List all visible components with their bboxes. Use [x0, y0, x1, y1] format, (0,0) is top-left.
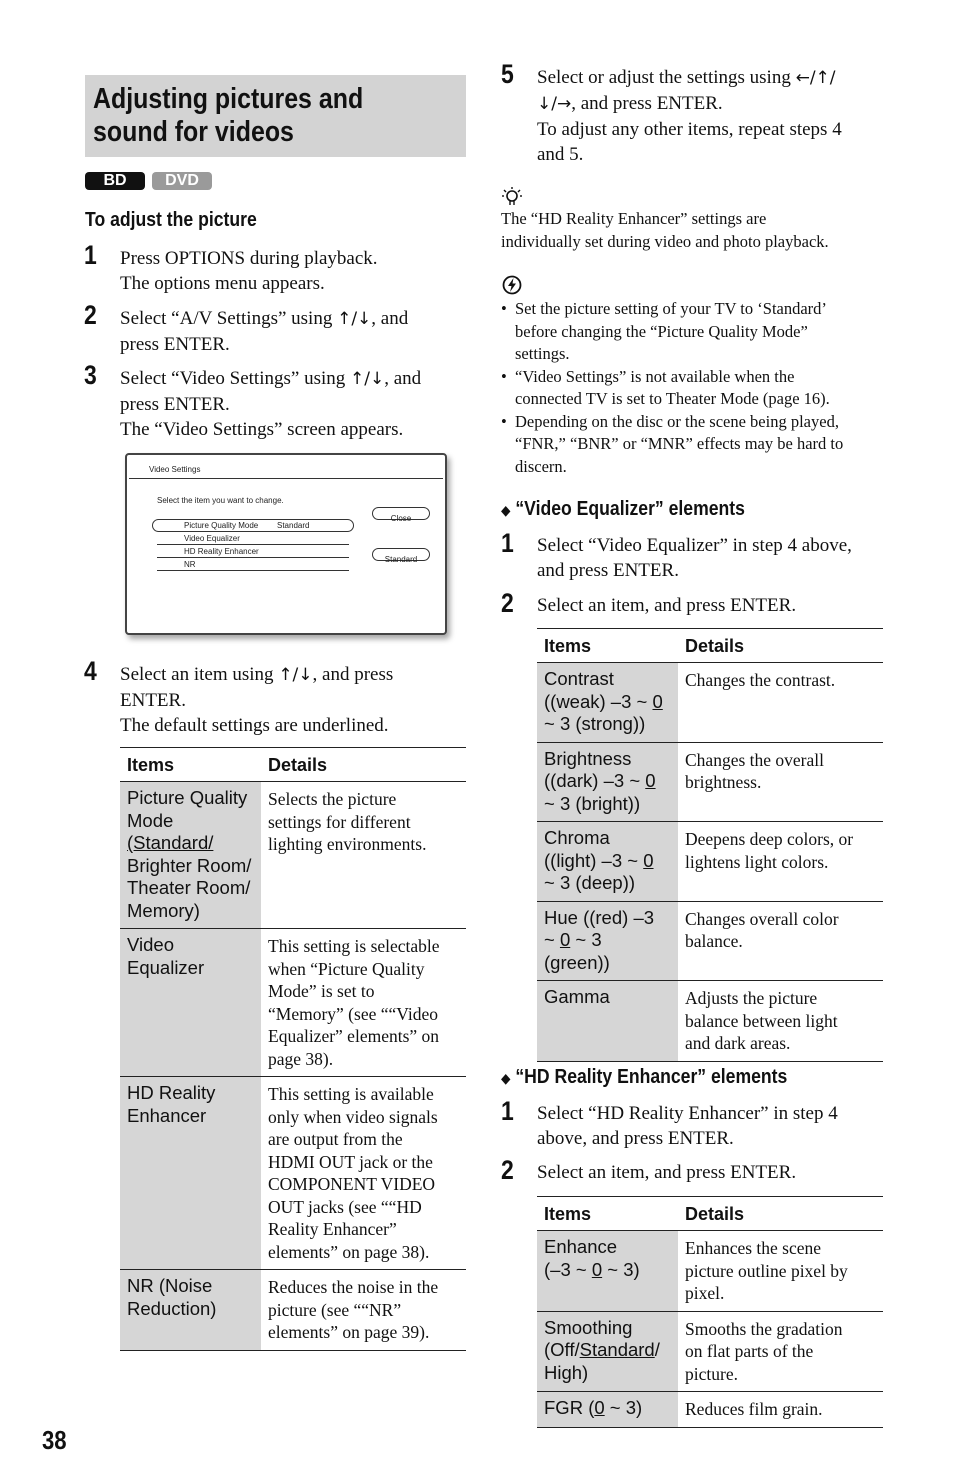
step-line: above, and press ENTER.	[537, 1128, 734, 1149]
video-equalizer-table	[537, 628, 883, 1062]
default-value: 0	[652, 690, 663, 712]
screen-divider	[129, 478, 443, 479]
cell-text: ~ 3)	[602, 1258, 640, 1280]
table-row	[537, 901, 883, 981]
step-line: The “Video Settings” screen appears.	[120, 419, 404, 440]
note-line: “FNR,” “BNR” or “MNR” effects may be hard to	[515, 434, 844, 453]
cell-line: picture outline pixel by	[685, 1260, 848, 1281]
item-cell	[120, 929, 261, 1077]
cell-line: Enhances the scene	[685, 1238, 822, 1258]
bullet: •	[501, 299, 507, 318]
cell-line	[544, 770, 673, 793]
note-line: Depending on the disc or the scene being played,	[515, 411, 839, 431]
note-line: settings.	[515, 344, 570, 363]
screen-item[interactable]: HD Reality Enhancer	[184, 547, 259, 556]
step-text: Select an item using	[120, 664, 279, 685]
column-header: Details	[678, 629, 883, 663]
item-cell	[537, 901, 678, 981]
notes-list	[500, 298, 885, 478]
cell-line: Brighter Room/	[127, 854, 252, 876]
step-number: 1	[501, 528, 514, 558]
hd-reality-table	[537, 1196, 883, 1428]
step-line: and press ENTER.	[537, 560, 679, 581]
up-down-arrow-icon: ↑/↓	[350, 369, 385, 389]
cell-line: Smooths the gradation	[685, 1318, 843, 1339]
note-line: connected TV is set to Theater Mode (page 16).	[515, 389, 830, 408]
close-button[interactable]	[372, 507, 430, 523]
column-header: Details	[678, 1197, 883, 1231]
detail-cell	[261, 929, 466, 1077]
cell-line: Adjusts the picture	[685, 988, 818, 1008]
default-value: 0	[591, 1258, 603, 1280]
note-line: discern.	[515, 456, 567, 476]
cell-line: Mode” is set to	[268, 981, 375, 1001]
lightbulb-icon	[501, 186, 523, 208]
cell-line: balance.	[685, 931, 743, 951]
item-cell	[537, 1311, 678, 1392]
cell-line: High)	[544, 1361, 589, 1383]
cell-line: Contrast	[544, 668, 614, 689]
cell-text: ((weak) –3 ~	[544, 690, 653, 712]
cell-line: Deepens deep colors, or	[685, 829, 854, 849]
cell-line	[544, 929, 673, 952]
step-line: Select “Video Equalizer” in step 4 above,	[537, 535, 852, 556]
cell-line: Enhancer	[127, 1104, 207, 1126]
cell-line: HDMI OUT jack or the	[268, 1151, 433, 1172]
column-header: Details	[261, 748, 466, 782]
column-header: Items	[120, 748, 261, 782]
step-4-text	[120, 662, 465, 738]
cell-line: (Standard/	[127, 832, 214, 853]
video-settings-screen	[125, 453, 447, 635]
hd-step-2-text	[537, 1160, 887, 1185]
cell-line: OUT jacks (see ““HD	[268, 1196, 422, 1217]
cell-line: NR (Noise	[127, 1275, 213, 1296]
video-settings-table	[120, 747, 466, 1351]
note-line: “Video Settings” is not available when the	[515, 366, 795, 386]
cell-line: lighting environments.	[268, 834, 427, 854]
cell-line: Brightness	[544, 747, 632, 769]
cell-line: only when video signals	[268, 1106, 438, 1127]
step-number: 3	[84, 360, 97, 390]
cell-text: /	[654, 1339, 660, 1360]
item-cell	[537, 822, 678, 902]
cell-text: (Off/	[544, 1339, 580, 1360]
cell-line: Mode	[127, 809, 174, 831]
cell-line: This setting is selectable	[268, 936, 440, 956]
step-number: 2	[501, 588, 514, 618]
cell-line: Video	[127, 934, 174, 955]
diamond-icon: ◆	[501, 1070, 511, 1086]
step-line: To adjust any other items, repeat steps 4	[537, 119, 842, 140]
close-button-label: Close	[390, 514, 412, 523]
video-equalizer-heading	[501, 498, 745, 521]
cell-line: Theater Room/	[127, 877, 251, 898]
step-number: 1	[501, 1096, 514, 1126]
detail-cell	[678, 1311, 883, 1392]
cell-line: Smoothing	[544, 1316, 633, 1338]
default-value: Standard	[579, 1339, 655, 1360]
note-line: before changing the “Picture Quality Mode”	[515, 321, 808, 341]
step-text: Select or adjust the settings using	[537, 67, 796, 88]
item-cell	[120, 782, 261, 929]
cell-text: ~ 3)	[604, 1397, 643, 1418]
table-row	[120, 929, 466, 1077]
cell-line: balance between light	[685, 1010, 838, 1031]
cell-text: ~	[544, 929, 560, 950]
table-row	[537, 742, 883, 822]
table-row	[537, 1231, 883, 1312]
cell-line: settings for different	[268, 811, 411, 832]
note-line: Set the picture setting of your TV to ‘Standard’	[515, 299, 827, 318]
detail-cell	[261, 1077, 466, 1270]
item-divider	[157, 544, 349, 545]
section-title-box	[85, 75, 466, 157]
detail-cell	[678, 663, 883, 743]
cell-line: ~ 3 (deep))	[544, 872, 636, 893]
detail-cell	[678, 981, 883, 1062]
ve-step-1-text	[537, 533, 887, 583]
table-header-row	[120, 748, 466, 782]
step-line	[120, 306, 465, 332]
default-value: 0	[643, 849, 654, 871]
default-value: 0	[645, 770, 656, 791]
step-line	[537, 65, 887, 91]
cell-line: elements” on page 39).	[268, 1322, 430, 1342]
step-number: 4	[84, 656, 97, 686]
detail-cell	[678, 901, 883, 981]
cell-text: ((light) –3 ~	[544, 849, 644, 871]
cell-line: Hue ((red) –3	[544, 906, 655, 928]
cell-text: (–3 ~	[544, 1258, 592, 1280]
column-header: Items	[537, 629, 678, 663]
standard-button-label: Standard	[384, 555, 418, 564]
note-icon	[502, 275, 522, 295]
bd-badge: BD	[85, 172, 145, 190]
cell-line: Reduces film grain.	[685, 1399, 823, 1419]
adjust-picture-heading: To adjust the picture	[85, 209, 257, 231]
cell-line: (green))	[544, 951, 610, 973]
standard-button[interactable]	[372, 548, 430, 564]
up-down-arrow-icon: ↑/↓	[278, 665, 313, 685]
detail-cell	[678, 1231, 883, 1312]
cell-line	[544, 691, 673, 714]
down-right-arrow-icon: ↓/→	[537, 94, 572, 114]
left-up-arrow-icon: ←/↑/	[795, 68, 836, 88]
step-line: and 5.	[537, 144, 584, 165]
page-number: 38	[42, 1425, 67, 1455]
heading-text: “HD Reality Enhancer” elements	[515, 1066, 788, 1088]
detail-cell	[678, 822, 883, 902]
step-line	[120, 662, 465, 688]
page-title: Adjusting pictures and sound for videos	[93, 83, 364, 148]
bullet: •	[501, 411, 507, 431]
step-text: , and	[384, 368, 422, 389]
step-5-text	[537, 65, 887, 167]
cell-text: FGR (	[544, 1397, 595, 1418]
cell-line: Reality Enhancer”	[268, 1219, 397, 1239]
item-cell	[120, 1270, 261, 1351]
cell-line: HD Reality	[127, 1082, 216, 1103]
note-item	[500, 298, 885, 366]
detail-cell	[261, 782, 466, 929]
diamond-icon: ◆	[501, 502, 511, 518]
cell-line: COMPONENT VIDEO	[268, 1174, 436, 1194]
cell-text: ((dark) –3 ~	[544, 770, 646, 791]
cell-line: Equalizer	[127, 956, 205, 978]
cell-line: ~ 3 (bright))	[544, 792, 641, 814]
cell-line: “Memory” (see ““Video	[268, 1003, 438, 1024]
cell-line: Equalizer” elements” on	[268, 1026, 440, 1046]
cell-line: page 38).	[268, 1048, 334, 1069]
detail-cell	[678, 1392, 883, 1428]
bullet: •	[501, 366, 507, 386]
step-line: Press OPTIONS during playback.	[120, 248, 378, 269]
screen-title: Video Settings	[149, 465, 201, 474]
column-header: Items	[537, 1197, 678, 1231]
cell-line: Reduction)	[127, 1297, 217, 1319]
cell-line: Changes the contrast.	[685, 670, 836, 690]
step-line: Select “HD Reality Enhancer” in step 4	[537, 1103, 838, 1124]
hd-step-1-text	[537, 1101, 887, 1151]
detail-cell	[678, 742, 883, 822]
cell-line: picture.	[685, 1363, 738, 1384]
cell-line: when “Picture Quality	[268, 958, 425, 979]
cell-line: Picture Quality	[127, 787, 248, 808]
screen-item[interactable]: Picture Quality Mode	[184, 521, 259, 530]
cell-line	[544, 850, 673, 873]
table-row	[537, 663, 883, 743]
step-line	[537, 91, 887, 117]
screen-item[interactable]: NR	[184, 560, 196, 569]
cell-line: are output from the	[268, 1129, 403, 1149]
cell-line: and dark areas.	[685, 1033, 791, 1053]
cell-line: brightness.	[685, 772, 762, 792]
cell-line: Chroma	[544, 827, 610, 848]
note-item	[500, 366, 885, 411]
up-down-arrow-icon: ↑/↓	[337, 309, 372, 329]
default-value: 0	[559, 929, 571, 950]
step-3-text	[120, 366, 465, 442]
cell-line: Selects the picture	[268, 789, 397, 809]
step-line: Select an item, and press ENTER.	[537, 595, 797, 616]
hint-line: individually set during video and photo playback.	[501, 231, 829, 251]
step-number: 2	[84, 300, 97, 330]
table-row	[537, 981, 883, 1062]
hint-text	[501, 208, 891, 253]
cell-line: lightens light colors.	[685, 851, 829, 872]
step-line: Select an item, and press ENTER.	[537, 1162, 797, 1183]
cell-line: Gamma	[544, 986, 610, 1007]
table-row	[120, 782, 466, 929]
step-line: The options menu appears.	[120, 273, 325, 294]
cell-line: Changes overall color	[685, 908, 839, 929]
dvd-badge: DVD	[152, 172, 212, 190]
step-line: ENTER.	[120, 690, 186, 711]
table-row	[120, 1270, 466, 1351]
ve-step-2-text	[537, 593, 887, 618]
step-line: press ENTER.	[120, 334, 230, 355]
cell-line: Memory)	[127, 899, 200, 921]
step-line: The default settings are underlined.	[120, 715, 389, 736]
cell-line	[544, 1339, 673, 1362]
cell-line	[544, 1397, 673, 1420]
table-header-row	[537, 1197, 883, 1231]
screen-item-value: Standard	[277, 521, 310, 530]
step-text: Select “Video Settings” using	[120, 368, 350, 389]
hint-line: The “HD Reality Enhancer” settings are	[501, 209, 767, 228]
step-number: 1	[84, 240, 97, 270]
detail-cell	[261, 1270, 466, 1351]
default-value: 0	[594, 1397, 605, 1418]
cell-line: picture (see ““NR”	[268, 1299, 402, 1320]
step-number: 2	[501, 1155, 514, 1185]
item-divider	[157, 557, 349, 558]
item-cell	[537, 663, 678, 743]
cell-line: pixel.	[685, 1283, 725, 1303]
item-cell	[537, 1392, 678, 1428]
hd-reality-heading	[501, 1066, 787, 1089]
screen-item[interactable]: Video Equalizer	[184, 534, 240, 543]
cell-line: Changes the overall	[685, 749, 824, 770]
cell-line: ~ 3 (strong))	[544, 713, 646, 734]
step-line: press ENTER.	[120, 394, 230, 415]
note-item	[500, 411, 885, 479]
table-row	[537, 1392, 883, 1428]
step-text: , and	[371, 308, 409, 329]
step-number: 5	[501, 59, 514, 89]
cell-line: This setting is available	[268, 1084, 434, 1104]
step-line	[120, 366, 465, 392]
table-row	[537, 822, 883, 902]
item-divider	[157, 570, 349, 571]
cell-line: on flat parts of the	[685, 1341, 814, 1361]
step-2-text	[120, 306, 465, 357]
cell-line: elements” on page 38).	[268, 1241, 430, 1262]
table-row	[537, 1311, 883, 1392]
step-text: Select “A/V Settings” using	[120, 308, 338, 329]
table-row	[120, 1077, 466, 1270]
cell-line: Enhance	[544, 1236, 618, 1257]
cell-line: Reduces the noise in the	[268, 1277, 439, 1297]
step-text: , and press	[312, 664, 394, 685]
item-cell	[537, 742, 678, 822]
item-cell	[537, 1231, 678, 1312]
table-header-row	[537, 629, 883, 663]
screen-prompt: Select the item you want to change.	[157, 496, 284, 505]
step-1-text	[120, 246, 465, 296]
cell-line	[544, 1259, 673, 1282]
heading-text: “Video Equalizer” elements	[515, 498, 745, 520]
step-text: , and press ENTER.	[571, 93, 723, 114]
cell-text: ~ 3	[570, 929, 602, 950]
item-cell	[120, 1077, 261, 1270]
item-cell	[537, 981, 678, 1062]
